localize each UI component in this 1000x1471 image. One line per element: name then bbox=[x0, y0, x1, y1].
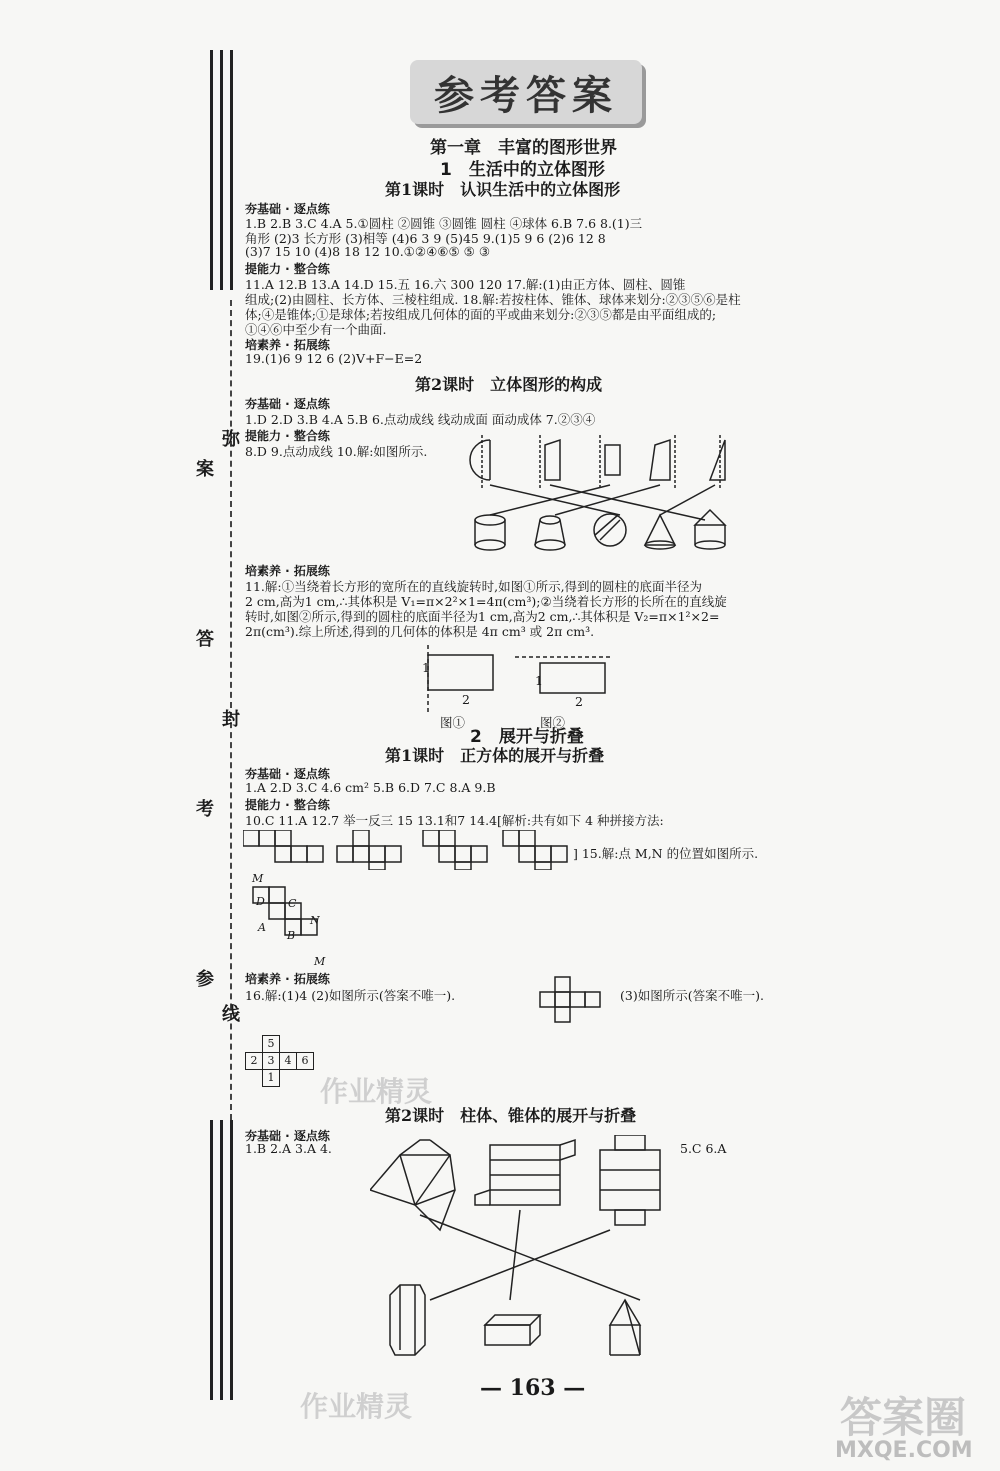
margin-char: 参 bbox=[196, 969, 214, 990]
answer-line: 11.解:①当绕着长方形的宽所在的直线旋转时,如图①所示,得到的圆柱的底面半径为 bbox=[245, 579, 703, 594]
cross-net-figure bbox=[535, 975, 615, 1025]
answer-line: 2 cm,高为1 cm,∴其体积是 V₁=π×2²×1=4π(cm³);②当绕着长方形的长所在的直线旋 bbox=[245, 594, 727, 609]
watermark: 作业精灵 bbox=[320, 1075, 433, 1108]
frustum-solid bbox=[535, 516, 565, 550]
point-label: M bbox=[252, 872, 264, 885]
net-cell: 3 bbox=[262, 1052, 280, 1070]
tag-basic: 夯基础 · 逐点练 bbox=[245, 1129, 330, 1143]
tag-basic: 夯基础 · 逐点练 bbox=[245, 767, 330, 781]
net-3 bbox=[423, 830, 487, 870]
prism-net bbox=[475, 1140, 575, 1205]
answer-banner bbox=[410, 60, 642, 124]
answer-line: ] 15.解:点 M,N 的位置如图所示. bbox=[573, 846, 759, 861]
tag-ext: 培素养 · 拓展练 bbox=[245, 972, 330, 986]
lesson-title: 第1课时 认识生活中的立体图形 bbox=[385, 180, 621, 199]
lesson-title: 第2课时 立体图形的构成 bbox=[415, 375, 603, 394]
cuboid-net bbox=[600, 1135, 660, 1225]
figure-caption: 图② bbox=[540, 715, 566, 730]
margin-char: 考 bbox=[196, 799, 214, 820]
net-cell: 4 bbox=[279, 1052, 297, 1070]
answer-line: 10.C 11.A 12.7 举一反三 15 13.1和7 14.4[解析:共有如下 4 种拼接方法: bbox=[245, 813, 664, 828]
hexagonal-prism bbox=[390, 1285, 425, 1355]
point-label: C bbox=[288, 897, 297, 910]
triangular-pyramid-net bbox=[370, 1140, 455, 1230]
tag-ability: 提能力 · 整合练 bbox=[245, 262, 330, 276]
half-circle-shape bbox=[470, 435, 490, 490]
margin-rule bbox=[210, 50, 213, 290]
site-url: MXQE.COM bbox=[835, 1438, 973, 1463]
trapezoid-shape bbox=[540, 435, 560, 490]
point-label: M bbox=[314, 955, 326, 968]
cone-solid bbox=[645, 515, 675, 549]
net-2 bbox=[337, 830, 401, 870]
answer-line: 转时,如图②所示,得到的圆柱的底面半径为1 cm,高为2 cm,∴其体积是 V₂=π×1²×2= bbox=[245, 609, 720, 624]
net-cell: 1 bbox=[262, 1069, 280, 1087]
section-title: 2 展开与折叠 bbox=[470, 727, 584, 747]
lesson-title: 第2课时 柱体、锥体的展开与折叠 bbox=[385, 1106, 637, 1125]
chapter-title: 第一章 丰富的图形世界 bbox=[430, 138, 617, 158]
margin-char: 弥 bbox=[222, 429, 240, 450]
section-title: 1 生活中的立体图形 bbox=[440, 160, 605, 180]
cone-cylinder-solid bbox=[695, 510, 725, 549]
figure-label: 1 bbox=[422, 660, 430, 675]
tag-basic: 夯基础 · 逐点练 bbox=[245, 202, 330, 216]
answer-line: 1.B 2.B 3.C 4.A 5.①圆柱 ②圆锥 ③圆锥 圆柱 ④球体 6.B 7.6 8.(1)三 bbox=[245, 216, 643, 231]
lesson-title: 第1课时 正方体的展开与折叠 bbox=[385, 746, 605, 765]
answer-line: 16.解:(1)4 (2)如图所示(答案不唯一). bbox=[245, 988, 456, 1003]
prism-nets-matching-figure bbox=[370, 1135, 690, 1360]
figure2-rectangle bbox=[540, 663, 605, 693]
cylinder-solid bbox=[475, 515, 505, 550]
answer-line: 8.D 9.点动成线 10.解:如图所示. bbox=[245, 444, 428, 459]
answer-line: 1.A 2.D 3.C 4.6 cm² 5.B 6.D 7.C 8.A 9.B bbox=[245, 780, 496, 795]
tag-ext: 培素养 · 拓展练 bbox=[245, 338, 330, 352]
answer-line: 1.B 2.A 3.A 4. bbox=[245, 1141, 332, 1156]
margin-char: 线 bbox=[222, 1004, 240, 1025]
answer-line: (3)如图所示(答案不唯一). bbox=[620, 988, 764, 1003]
net-4 bbox=[503, 830, 567, 870]
figure-label: 2 bbox=[462, 692, 470, 707]
tag-ability: 提能力 · 整合练 bbox=[245, 429, 330, 443]
sphere-solid bbox=[594, 514, 626, 546]
rectangle-shape bbox=[600, 435, 620, 490]
net-1 bbox=[243, 830, 323, 862]
page-number: — 163 — bbox=[480, 1375, 586, 1401]
net-cell: 5 bbox=[262, 1035, 280, 1053]
margin-char: 案 bbox=[196, 459, 214, 480]
right-trapezoid-shape bbox=[650, 435, 675, 490]
site-logo: 答案圈 bbox=[840, 1393, 967, 1442]
answer-line: 19.(1)6 9 12 6 (2)V+F−E=2 bbox=[245, 351, 423, 366]
margin-rule bbox=[230, 50, 233, 290]
figure-label: 1 bbox=[535, 673, 543, 688]
tag-ability: 提能力 · 整合练 bbox=[245, 798, 330, 812]
net-cell: 6 bbox=[296, 1052, 314, 1070]
point-label: B bbox=[287, 929, 296, 942]
triangle-shape bbox=[710, 435, 725, 490]
net-cell: 2 bbox=[245, 1052, 263, 1070]
margin-char: 答 bbox=[196, 629, 214, 650]
tag-basic: 夯基础 · 逐点练 bbox=[245, 397, 330, 411]
answer-line: 体;④是锥体;①是球体;若按组成几何体的面的平或曲来划分:②③⑤都是由平面组成的; bbox=[245, 307, 717, 322]
cuboid bbox=[485, 1315, 540, 1345]
figure1-rectangle bbox=[428, 655, 493, 690]
margin-rule bbox=[220, 50, 223, 290]
triangular-prism bbox=[610, 1300, 640, 1355]
margin-rule bbox=[220, 1120, 223, 1400]
numbered-net-figure bbox=[245, 1035, 313, 1089]
answer-line: 5.C 6.A bbox=[680, 1141, 727, 1156]
cube-nets-figure bbox=[243, 830, 573, 870]
answer-line: (3)7 15 10 (4)8 18 12 10.①②④⑥⑤ ⑤ ③ bbox=[245, 244, 491, 259]
margin-char: 封 bbox=[222, 709, 240, 730]
figure-caption: 图① bbox=[440, 715, 466, 730]
answer-line: ①④⑥中至少有一个曲面. bbox=[245, 322, 387, 337]
margin-rule bbox=[230, 1120, 233, 1400]
banner-title: 参考答案 bbox=[434, 72, 618, 119]
margin-rule bbox=[210, 1120, 213, 1400]
answer-line: 组成;(2)由圆柱、长方体、三棱柱组成. 18.解:若按柱体、锥体、球体来划分:②③⑤⑥是柱 bbox=[245, 292, 741, 307]
answer-line: 角形 (2)3 长方形 (3)相等 (4)6 3 9 (5)45 9.(1)5 9 6 (2)6 12 8 bbox=[245, 231, 606, 246]
point-label: N bbox=[310, 914, 320, 927]
watermark: 作业精灵 bbox=[300, 1390, 413, 1423]
point-label: A bbox=[258, 921, 266, 934]
rotation-matching-figure bbox=[460, 430, 740, 555]
point-label: D bbox=[256, 895, 265, 908]
tag-ext: 培素养 · 拓展练 bbox=[245, 564, 330, 578]
answer-line: 11.A 12.B 13.A 14.D 15.五 16.六 300 120 17.解:(1)由正方体、圆柱、圆锥 bbox=[245, 277, 686, 292]
answer-line: 1.D 2.D 3.B 4.A 5.B 6.点动成线 线动成面 面动成体 7.②③④ bbox=[245, 412, 596, 427]
figure-label: 2 bbox=[575, 694, 583, 709]
answer-line: 2π(cm³).综上所述,得到的几何体的体积是 4π cm³ 或 2π cm³. bbox=[245, 624, 595, 639]
